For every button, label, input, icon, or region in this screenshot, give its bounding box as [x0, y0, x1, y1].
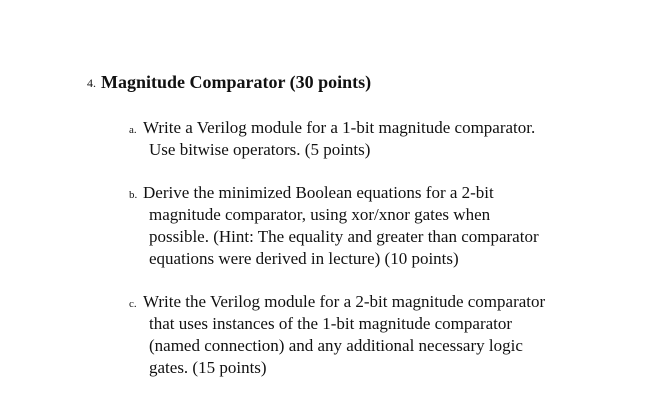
part-b-line-3: possible. (Hint: The equality and greater than comparator: [149, 227, 539, 246]
part-c-line-4: gates. (15 points): [149, 358, 267, 377]
part-b-line-4: equations were derived in lecture) (10 points): [149, 249, 459, 268]
question-number: 4.: [87, 76, 96, 90]
part-c-line-3: (named connection) and any additional necessary logic: [149, 336, 523, 355]
part-c-line-2: that uses instances of the 1-bit magnitude comparator: [149, 314, 513, 333]
part-a-label: a.: [129, 124, 137, 136]
part-c-line-1: Write the Verilog module for a 2-bit magnitude comparator: [143, 292, 546, 311]
part-b-line-2: magnitude comparator, using xor/xnor gates when: [149, 205, 491, 224]
question-title: Magnitude Comparator (30 points): [101, 72, 372, 92]
part-a-line-1: Write a Verilog module for a 1-bit magnitude comparator.: [143, 118, 536, 137]
part-a-line-2: Use bitwise operators. (5 points): [149, 140, 371, 159]
part-b-line-1: Derive the minimized Boolean equations for a 2-bit: [143, 183, 494, 202]
part-c-label: c.: [129, 298, 137, 310]
part-b-label: b.: [129, 189, 138, 201]
